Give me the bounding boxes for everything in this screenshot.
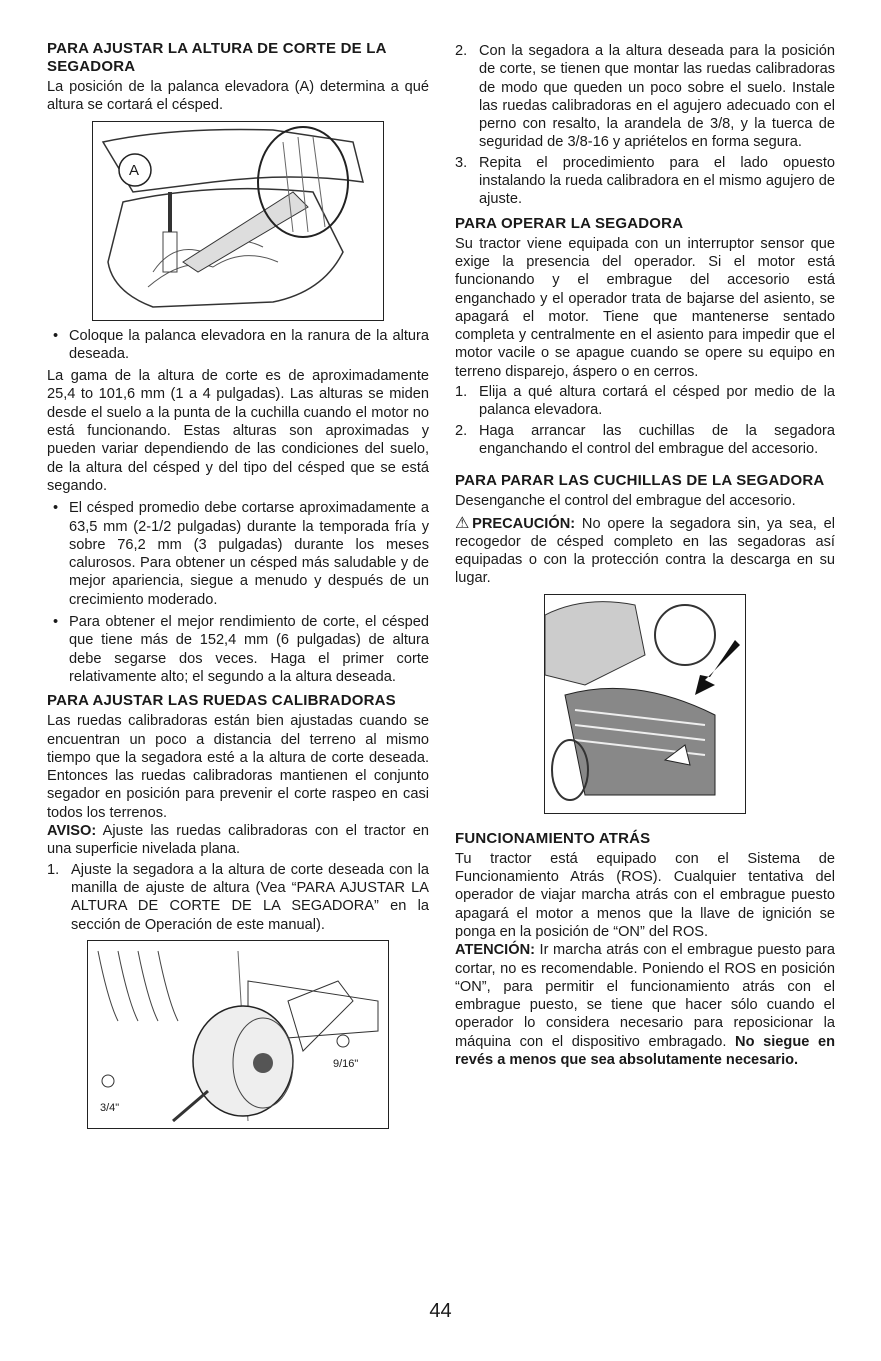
attention-paragraph — [455, 941, 835, 1069]
step-1 — [47, 861, 429, 934]
paragraph-operator-sensor: Su tractor viene equipada con un interruptor sensor que exige la presencia del operador. Si el motor está funcionando y el embrague del accesorio está enganchado y el operador trata de bajarse del asiento, se apagará el motor. Tiene que mantenerse sentado completa y centralmente en el asiento para impedir que el motor vacile o se apague cuando se opere su equipo en terreno disparejo, áspero o en cerros. — [455, 235, 835, 380]
heading-cut-height: PARA AJUSTAR LA ALTURA DE CORTE DE LA SEGADORA — [47, 40, 387, 75]
right-column — [455, 40, 835, 1069]
heading-stop-blades: PARA PARAR LAS CUCHILLAS DE LA SEGADORA — [455, 472, 825, 490]
heading-gauge-wheels: PARA AJUSTAR LAS RUEDAS CALIBRADORAS — [47, 692, 396, 710]
gauge-wheel-illustration — [88, 941, 388, 1128]
caution-label: PRECAUCIÓN: — [472, 515, 576, 532]
heading-operate-mower: PARA OPERAR LA SEGADORA — [455, 214, 684, 232]
discharge-guard-illustration — [545, 595, 745, 813]
paragraph-lift-lever: La posición de la palanca elevadora (A) determina a qué altura se cortará el césped. — [47, 79, 429, 114]
step-2 — [455, 42, 835, 152]
caution-text: No opere la segadora sin, ya sea, el recogedor de césped completo en las segadoras así equipadas o con la protección contra la descarga en su lugar. — [455, 515, 835, 587]
operate-step-1-number: 1. — [455, 384, 468, 401]
left-column — [47, 40, 429, 1135]
lift-lever-illustration — [93, 122, 383, 320]
callout-a-label: A — [129, 161, 140, 179]
paragraph-ros: Tu tractor está equipado con el Sistema de Funcionamiento Atrás (ROS). Cualquier tentativa del operador de viajar marcha atrás con el embrague puesto apagará el motor a menos que la llave de ignición se ponga en la posición de “ON” del ROS. — [455, 850, 835, 940]
figure-discharge-guard — [544, 594, 746, 814]
heading-reverse-operation: FUNCIONAMIENTO ATRÁS — [455, 829, 651, 847]
bullet-lever-slot: • Coloque la palanca elevadora en la ranura de la altura deseada. — [47, 327, 429, 364]
figure-lift-lever — [92, 121, 384, 321]
step-2-text: Con la segadora a la altura deseada para la posición de corte, se tienen que montar las ruedas calibradoras de modo que queden un poco sobre el suelo. Instale las ruedas calibradoras en el agujero adecuado con el perno con resalto, la arandela de 3/8, y la tuerca de seguridad de 3/8-16 y apriételos en forma segura. — [479, 43, 835, 151]
step-1-text: Ajuste la segadora a la altura de corte deseada con la manilla de ajuste de altura (Vea “PARA AJUSTAR LA ALTURA DE CORTE DE LA SEGADORA” en la sección de Operación de este manual). — [71, 861, 429, 933]
caution-paragraph — [455, 515, 835, 588]
page-number: 44 — [429, 1300, 452, 1322]
operate-step-2-number: 2. — [455, 422, 468, 439]
bullet-average-grass: • El césped promedio debe cortarse aproximadamente a 63,5 mm (2-1/2 pulgadas) durante la temporada fría y sobre 76,2 mm (3 pulgadas) durante los meses calurosos. Para obtener un césped más saludable y de mejor apariencia, siegue a menudo y después de un crecimiento moderado. — [47, 499, 429, 609]
paragraph-height-range: La gama de la altura de corte es de aproximadamente 25,4 to 101,6 mm (1 a 4 pulgadas). Las alturas se miden desde el suelo a la punta de la cuchilla cuando el motor no está funcionando. Estas alturas son aproximadas y pueden variar dependiendo de las condiciones del suelo, de la altura del césped y del tipo del césped que se está segando. — [47, 368, 429, 494]
paragraph-gauge-wheels: Las ruedas calibradoras están bien ajustadas cuando se encuentran un poco a distancia del terreno al mismo tiempo que la segadora esté a la altura de corte deseada. Entonces las ruedas calibradoras mantienen el conjunto segador en posición para prevenir el corte raspeo en casi todos los terrenos. — [47, 713, 429, 821]
attention-text: Ir marcha atrás con el embrague puesto para cortar, no es recomendable. Poniendo el ROS en posición “ON”, para permitir el funcionamiento atrás con el embrague puesto, se tiene que hacer sólo cuando el operador lo considera necesario para reposicionar la máquina con el dispositivo embragado. — [455, 942, 835, 1050]
step-2-number: 2. — [455, 43, 468, 59]
notice-paragraph — [47, 822, 429, 859]
step-3 — [455, 154, 835, 209]
attention-bold-warning: No siegue en revés a menos que sea absolutamente necesario. — [455, 1033, 836, 1068]
paragraph-disengage: Desenganche el control del embrague del accesorio. — [455, 493, 796, 510]
notice-text: Ajuste las ruedas calibradoras con el tractor en una superficie nivelada plana. — [47, 823, 429, 858]
step-3-number: 3. — [455, 154, 468, 171]
attention-label: ATENCIÓN: — [455, 942, 535, 959]
notice-label: AVISO: — [47, 823, 97, 840]
figure-gauge-wheel — [87, 940, 389, 1129]
bullet-best-performance: • Para obtener el mejor rendimiento de corte, el césped que tiene más de 152,4 mm (6 pulgadas) de altura debe segarse dos veces. Haga el primer corte relativamente alto; el segundo a la altura deseada. — [47, 613, 429, 686]
operate-step-1 — [455, 383, 835, 420]
bolt-size-label-3-4: 3/4" — [100, 1101, 120, 1114]
operate-step-2-text: Haga arrancar las cuchillas de la segadora enganchando el control del embrague del accesorio. — [479, 422, 835, 457]
operate-step-2 — [455, 422, 835, 459]
step-3-text: Repita el procedimiento para el lado opuesto instalando la rueda calibradora en el mismo agujero de ajuste. — [479, 154, 835, 208]
bolt-size-label-9-16: 9/16" — [333, 1057, 359, 1070]
warning-triangle-icon: ⚠ — [455, 514, 473, 532]
step-1-number: 1. — [47, 861, 60, 878]
operate-step-1-text: Elija a qué altura cortará el césped por medio de la palanca elevadora. — [479, 384, 835, 419]
